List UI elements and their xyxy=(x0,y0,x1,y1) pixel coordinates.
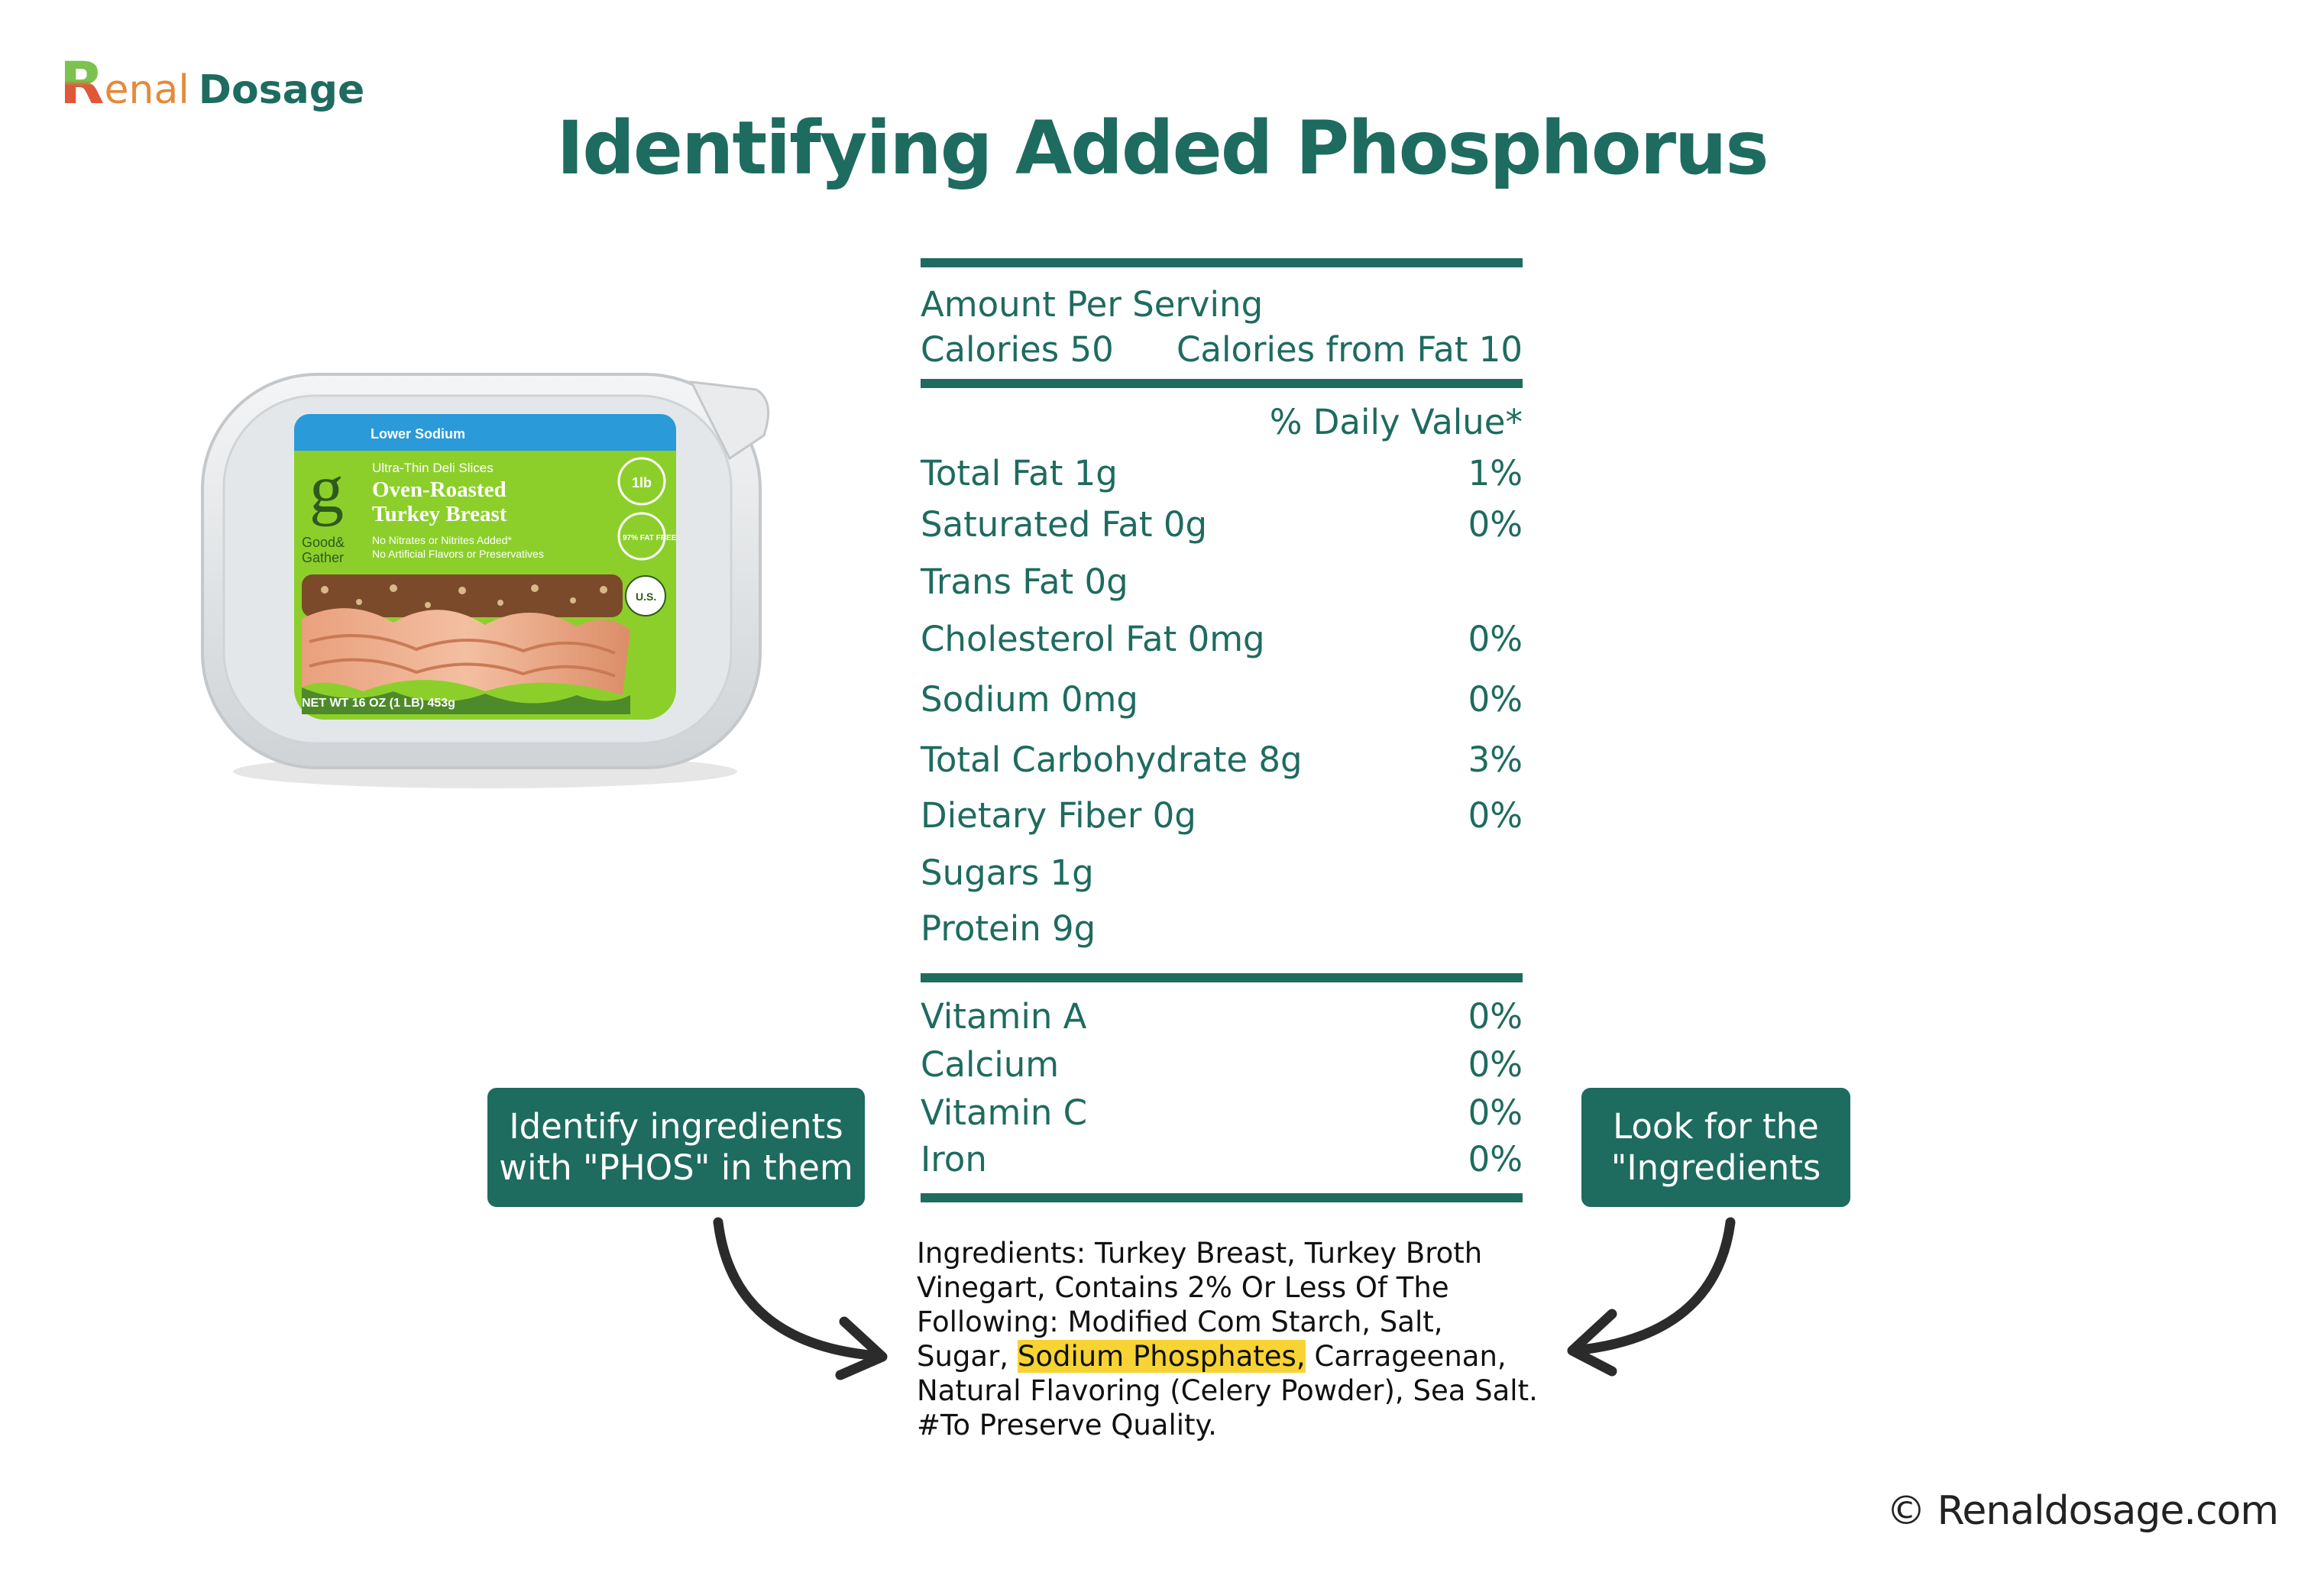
calories-rule xyxy=(921,379,1523,388)
nutrient-label: Sugars 1g xyxy=(921,853,1094,893)
vitamin-dv: 0% xyxy=(1468,996,1523,1037)
nutrient-row xyxy=(921,453,1523,493)
nutrient-label: Total Fat 1g xyxy=(921,453,1118,493)
ingredients-after: Carrageenan, Natural Flavoring (Celery Powder), Sea Salt. #To Preserve Quality. xyxy=(917,1340,1538,1442)
callout-right-line2: "Ingredients xyxy=(1610,1147,1821,1188)
nutrient-dv: 0% xyxy=(1468,679,1523,720)
package-net-weight: NET WT 16 OZ (1 LB) 453g xyxy=(302,697,455,710)
vitamin-label: Calcium xyxy=(921,1044,1060,1085)
nutrient-label: Trans Fat 0g xyxy=(921,561,1128,602)
vitamin-row xyxy=(921,1044,1523,1085)
vitamin-row xyxy=(921,996,1523,1037)
callout-left-line2: with "PHOS" in them xyxy=(499,1147,853,1188)
nutrient-label: Total Carbohydrate 8g xyxy=(921,739,1303,780)
svg-text:g: g xyxy=(309,451,344,527)
calories-from-fat: Calories from Fat 10 xyxy=(1176,329,1523,370)
amount-per-serving: Amount Per Serving xyxy=(921,284,1264,325)
nutrient-label: Protein 9g xyxy=(921,908,1096,949)
svg-text:97% FAT FREE: 97% FAT FREE xyxy=(623,534,677,542)
package-brand-line2: Gather xyxy=(302,550,345,565)
daily-value-header: % Daily Value* xyxy=(1269,402,1523,442)
nutrient-row xyxy=(921,795,1523,836)
nutrient-dv: 0% xyxy=(1468,619,1523,659)
nutrient-dv: 0% xyxy=(1468,795,1523,836)
curved-arrow-left-icon xyxy=(1551,1215,1749,1383)
highlighted-ingredient: Sodium Phosphates, xyxy=(1017,1340,1306,1373)
bottom-rule xyxy=(921,1193,1523,1202)
nutrient-dv: 1% xyxy=(1468,453,1523,493)
callout-left-line1: Identify ingredients xyxy=(509,1106,843,1147)
callout-look-ingredients xyxy=(1581,1088,1850,1207)
nutrient-label: Sodium 0mg xyxy=(921,679,1138,720)
vitamin-row xyxy=(921,1092,1523,1133)
top-rule xyxy=(921,258,1523,267)
callout-right-line1: Look for the xyxy=(1613,1106,1819,1147)
vitamin-label: Vitamin C xyxy=(921,1092,1088,1133)
nutrient-dv: 0% xyxy=(1468,504,1523,545)
turkey-package-image xyxy=(195,367,775,794)
package-claims-line2: No Artificial Flavors or Preservatives xyxy=(372,548,544,560)
page-title: Identifying Added Phosphorus xyxy=(556,105,1768,191)
callout-identify-phos xyxy=(487,1088,865,1207)
vitamin-dv: 0% xyxy=(1468,1044,1523,1085)
curved-arrow-right-icon xyxy=(703,1215,901,1383)
nutrient-dv: 3% xyxy=(1468,739,1523,780)
nutrient-row xyxy=(921,853,1523,893)
package-banner: Lower Sodium xyxy=(371,426,466,442)
nutrient-label: Dietary Fiber 0g xyxy=(921,795,1196,836)
nutrient-row xyxy=(921,504,1523,545)
nutrient-row xyxy=(921,619,1523,659)
nutrient-label: Saturated Fat 0g xyxy=(921,504,1208,545)
nutrient-row xyxy=(921,908,1523,949)
logo-r-letter: R xyxy=(60,49,105,117)
vitamin-dv: 0% xyxy=(1468,1139,1523,1179)
logo-dosage-text: Dosage xyxy=(198,67,365,113)
vitamins-rule xyxy=(921,973,1523,982)
copyright-text: © Renaldosage.com xyxy=(1886,1488,2278,1534)
package-name-line1: Oven-Roasted xyxy=(372,477,507,502)
vitamin-label: Vitamin A xyxy=(921,996,1087,1037)
vitamin-dv: 0% xyxy=(1468,1092,1523,1133)
ingredients-before: Ingredients: Turkey Breast, Turkey Broth Vinegart, Contains 2% Or Less Of The Following: Modified Com Starch, Salt, Sugar, xyxy=(917,1237,1483,1373)
svg-text:U.S.: U.S. xyxy=(636,591,657,603)
package-subtitle: Ultra-Thin Deli Slices xyxy=(372,461,494,475)
nutrient-row xyxy=(921,679,1523,720)
svg-text:1lb: 1lb xyxy=(632,475,652,490)
vitamin-label: Iron xyxy=(921,1139,987,1179)
nutrient-row xyxy=(921,739,1523,780)
package-name-line2: Turkey Breast xyxy=(372,502,507,526)
nutrient-label: Cholesterol Fat 0mg xyxy=(921,619,1265,659)
nutrition-facts-panel xyxy=(921,258,1523,1202)
logo-renal-text: enal xyxy=(104,67,189,113)
nutrient-row xyxy=(921,561,1523,602)
vitamin-row xyxy=(921,1139,1523,1179)
calories: Calories 50 xyxy=(921,329,1114,370)
package-brand-line1: Good& xyxy=(302,535,345,550)
ingredients-text xyxy=(917,1236,1543,1442)
package-claims-line1: No Nitrates or Nitrites Added* xyxy=(372,534,512,546)
